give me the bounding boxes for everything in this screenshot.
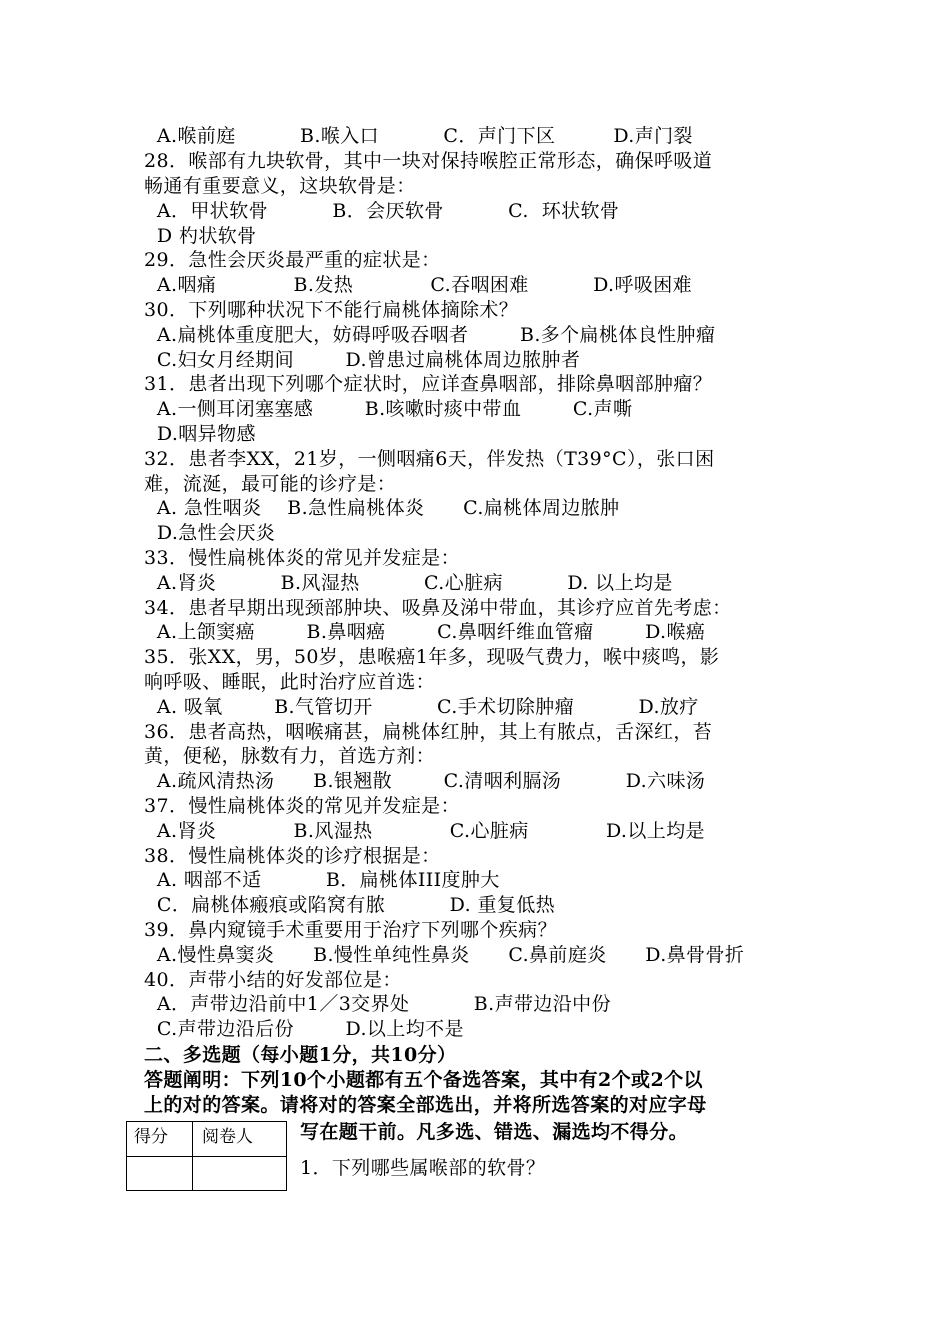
- q28-stem-line1: 28．喉部有九块软骨，其中一块对保持喉腔正常形态，确保呼吸道: [144, 150, 713, 172]
- q28-stem-line2: 畅通有重要意义，这块软骨是：: [144, 175, 416, 197]
- score-header: 得分: [134, 1127, 168, 1147]
- q35-stem-line1: 35．张XX，男，50岁，患喉癌1年多，现吸气费力，喉中痰鸣，影: [144, 646, 720, 668]
- section-instruction-line3: 写在题干前。凡多选、错选、漏选均不得分。: [300, 1121, 689, 1143]
- q29-options: A.咽痛 B.发热 C.吞咽困难 D.呼吸困难: [144, 274, 693, 296]
- multi-q1-stem: 1．下列哪些属喉部的软骨？: [300, 1157, 546, 1179]
- q36-options: A.疏风清热汤 B.银翘散 C.清咽利膈汤 D.六味汤: [144, 770, 706, 792]
- q37-stem: 37．慢性扁桃体炎的常见并发症是：: [144, 795, 460, 817]
- q34-stem: 34．患者早期出现颈部肿块、吸鼻及涕中带血，其诊疗应首先考虑：: [144, 597, 732, 619]
- q38-stem: 38．慢性扁桃体炎的诊疗根据是：: [144, 845, 441, 867]
- q35-stem-line2: 响呼吸、睡眠，此时治疗应首选：: [144, 671, 436, 693]
- table-border-bottom: [126, 1190, 287, 1191]
- grader-cell[interactable]: [193, 1157, 286, 1190]
- q32-options-line2: D.急性会厌炎: [144, 522, 276, 544]
- section-heading: 二、多选题（每小题1分，共10分）: [144, 1044, 457, 1066]
- q38-options-line1: A. 咽部不适 B．扁桃体III度肿大: [144, 869, 500, 891]
- section-instruction-line2: 上的对的答案。请将对的答案全部选出，并将所选答案的对应字母: [144, 1094, 707, 1116]
- q31-options-line2: D.咽异物感: [144, 423, 256, 445]
- q30-options-line2: C.妇女月经期间 D.曾患过扁桃体周边脓肿者: [144, 349, 581, 371]
- q40-options-line2: C.声带边沿后份 D.以上均不是: [144, 1018, 464, 1040]
- q34-options: A.上颌窦癌 B.鼻咽癌 C.鼻咽纤维血管瘤 D.喉癌: [144, 621, 706, 643]
- section-instruction-line1: 答题阐明：下列10个小题都有五个备选答案，其中有2个或2个以: [144, 1069, 703, 1091]
- q28-options-line2: D 杓状软骨: [144, 225, 257, 247]
- q33-options: A.肾炎 B.风湿热 C.心脏病 D. 以上均是: [144, 572, 673, 594]
- score-table: [126, 1121, 287, 1191]
- q30-options-line1: A.扁桃体重度肥大，妨碍呼吸吞咽者 B.多个扁桃体良性肿瘤: [144, 324, 716, 346]
- q32-stem-line1: 32．患者李XX，21岁，一侧咽痛6天，伴发热（T39°C），张口困: [144, 448, 715, 470]
- q29-stem: 29．急性会厌炎最严重的症状是：: [144, 249, 441, 271]
- q36-stem-line2: 黄，便秘，脉数有力，首选方剂：: [144, 745, 436, 767]
- q35-options: A. 吸氧 B.气管切开 C.手术切除肿瘤 D.放疗: [144, 696, 699, 718]
- q37-options: A.肾炎 B.风湿热 C.心脏病 D.以上均是: [144, 820, 705, 842]
- table-border-right: [286, 1121, 287, 1191]
- q40-stem: 40．声带小结的好发部位是：: [144, 969, 402, 991]
- q40-options-line1: A．声带边沿前中1／3交界处 B.声带边沿中份: [144, 993, 611, 1015]
- q32-stem-line2: 难，流涎，最可能的诊疗是：: [144, 473, 397, 495]
- table-border-top: [126, 1121, 287, 1122]
- q31-options-line1: A.一侧耳闭塞塞感 B.咳嗽时痰中带血 C.声嘶: [144, 398, 633, 420]
- q39-options: A.慢性鼻窦炎 B.慢性单纯性鼻炎 C.鼻前庭炎 D.鼻骨骨折: [144, 944, 745, 966]
- q32-options-line1: A. 急性咽炎 B.急性扁桃体炎 C.扁桃体周边脓肿: [144, 497, 620, 519]
- q31-stem: 31．患者出现下列哪个症状时，应详查鼻咽部，排除鼻咽部肿瘤？: [144, 373, 713, 395]
- q33-stem: 33．慢性扁桃体炎的常见并发症是：: [144, 547, 460, 569]
- q27-options: A.喉前庭 B.喉入口 C．声门下区 D.声门裂: [144, 125, 693, 147]
- q39-stem: 39．鼻内窥镜手术重要用于治疗下列哪个疾病？: [144, 919, 557, 941]
- q36-stem-line1: 36．患者高热，咽喉痛甚，扁桃体红肿，其上有脓点，舌深红，苔: [144, 721, 713, 743]
- q28-options-line1: A．甲状软骨 B．会厌软骨 C. 环状软骨: [144, 200, 620, 222]
- grader-header: 阅卷人: [202, 1127, 253, 1147]
- q30-stem: 30．下列哪种状况下不能行扁桃体摘除术？: [144, 299, 519, 321]
- q38-options-line2: C．扁桃体瘢痕或陷窝有脓 D. 重复低热: [144, 894, 556, 916]
- score-cell[interactable]: [127, 1157, 192, 1190]
